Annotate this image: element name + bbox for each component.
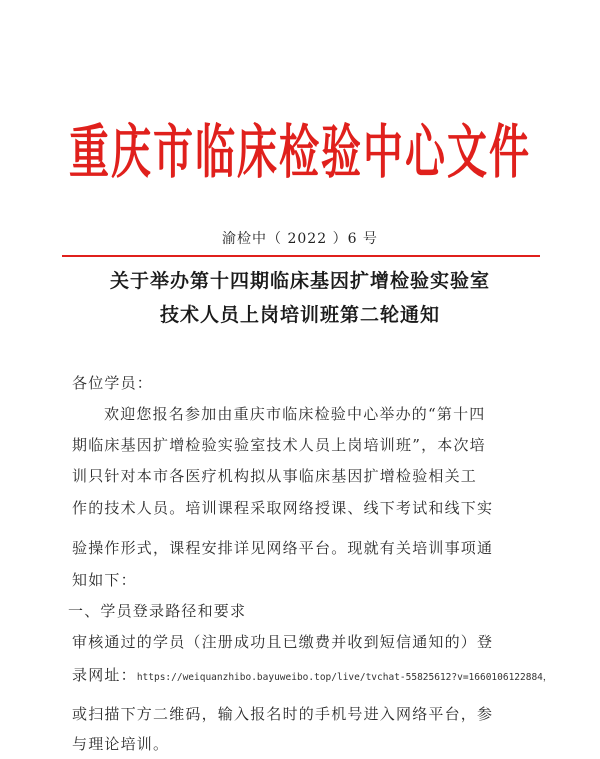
notice-title-line-1: 关于举办第十四期临床基因扩增检验实验室 bbox=[109, 270, 490, 292]
paragraph-line: 训只针对本市各医疗机构拟从事临床基因扩增检验相关工 bbox=[72, 467, 478, 485]
org-title-header: 重庆市临床检验中心文件 bbox=[69, 119, 531, 187]
url-prefix-label: 录网址： bbox=[72, 666, 137, 684]
paragraph-line: 期临床基因扩增检验实验室技术人员上岗培训班”，本次培 bbox=[72, 436, 486, 454]
paragraph-line: 作的技术人员。培训课程采取网络授课、线下考试和线下实 bbox=[72, 499, 494, 517]
registration-url-link[interactable]: https://weiquanzhibo.bayuweibo.top/live/tvchat-55825612?v=1660106122884， bbox=[136, 672, 553, 683]
section-1-line-2 bbox=[72, 664, 552, 685]
salutation: 各位学员： bbox=[72, 374, 154, 392]
document-number: 渝检中（ 2022 ）6 号 bbox=[222, 231, 378, 247]
paragraph-line: 验操作形式，课程安排详见网络平台。现就有关培训事项通 bbox=[72, 539, 494, 557]
section-1-line-3: 或扫描下方二维码，输入报名时的手机号进入网络平台，参 bbox=[72, 705, 494, 723]
paragraph-line: 知如下： bbox=[72, 571, 137, 589]
section-1-heading: 一、学员登录路径和要求 bbox=[68, 602, 247, 620]
section-1-line-4: 与理论培训。 bbox=[72, 735, 170, 753]
paragraph-line: 欢迎您报名参加由重庆市临床检验中心举办的“第十四 bbox=[104, 405, 486, 423]
notice-title-line-2: 技术人员上岗培训班第二轮通知 bbox=[159, 304, 440, 326]
red-divider-line bbox=[62, 255, 540, 257]
section-1-line-1: 审核通过的学员（注册成功且已缴费并收到短信通知的）登 bbox=[72, 633, 494, 651]
